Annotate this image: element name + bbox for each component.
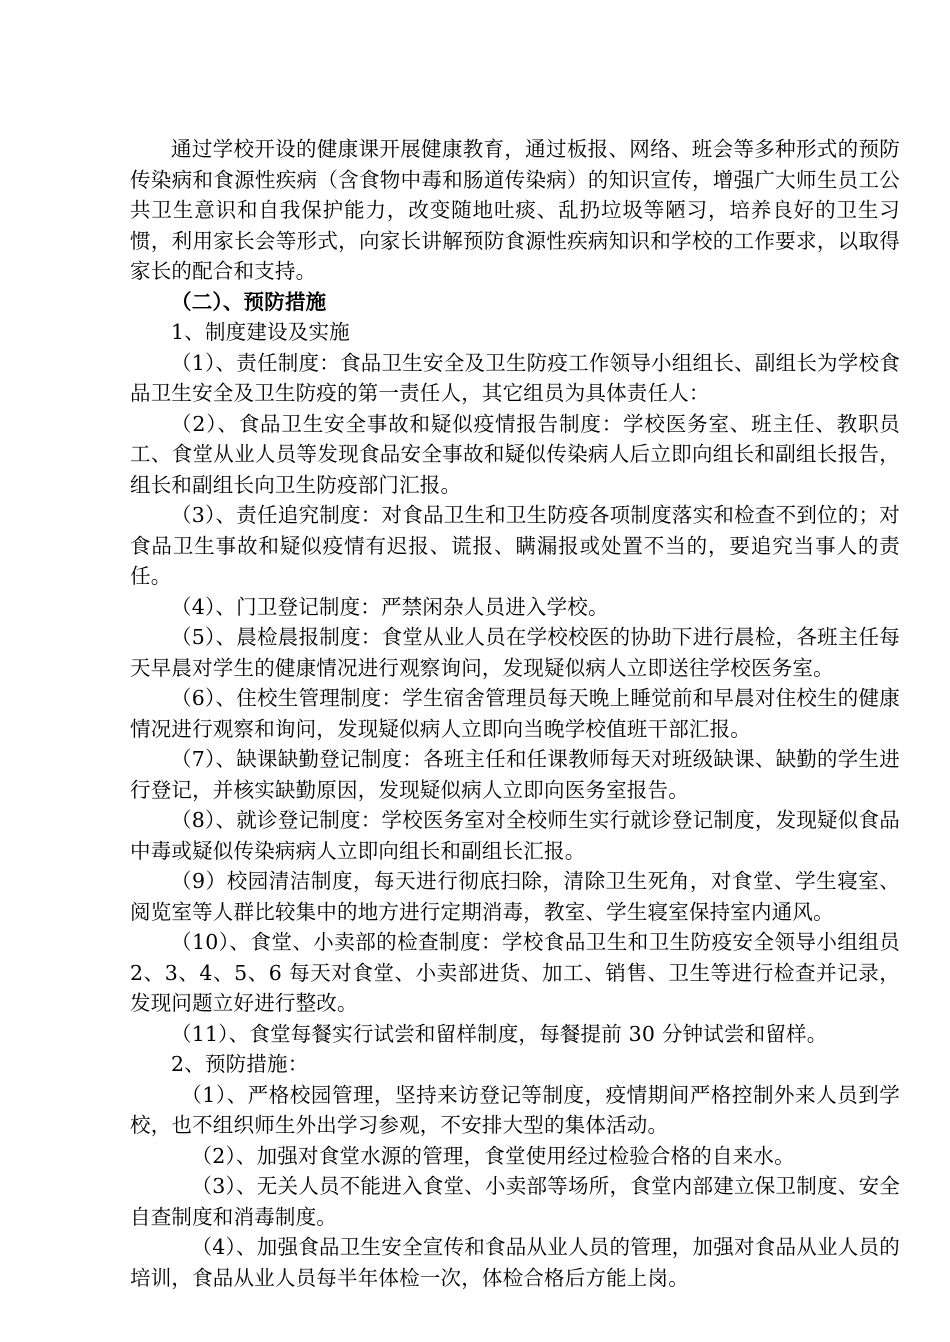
paragraph-incident-report-system: （2）、食品卫生安全事故和疑似疫情报告制度：学校医务室、班主任、教职员工、食堂从业人员等发现食品安全事故和疑似传染病人后立即向组长和副组长报告，组长和副组长向卫生防疫部门汇报。 — [130, 411, 900, 497]
paragraph-staff-training: （4）、加强食品卫生安全宣传和食品从业人员的管理，加强对食品从业人员的培训，食品从业人员每半年体检一次，体检合格后方能上岗。 — [130, 1235, 900, 1290]
paragraph-gate-registration-system: （4）、门卫登记制度：严禁闲杂人员进入学校。 — [171, 594, 609, 619]
paragraph-access-control: （3）、无关人员不能进入食堂、小卖部等场所，食堂内部建立保卫制度、安全自查制度和消毒制度。 — [130, 1174, 900, 1229]
paragraph-campus-cleaning-system: （9）校园清洁制度，每天进行彻底扫除，清除卫生死角，对食堂、学生寝室、阅览室等人群比较集中的地方进行定期消毒，教室、学生寝室保持室内通风。 — [130, 869, 900, 924]
paragraph-morning-check-system: （5）、晨检晨报制度：食堂从业人员在学校校医的协助下进行晨检，各班主任每天早晨对学生的健康情况进行观察询问，发现疑似病人立即送往学校医务室。 — [130, 625, 900, 680]
subheading-prevention-measures: 2、预防措施： — [171, 1052, 309, 1076]
document-body — [130, 134, 900, 1293]
section-heading-prevention-measures: （二）、预防措施 — [171, 289, 327, 314]
paragraph-campus-management: （1）、严格校园管理，坚持来访登记等制度，疫情期间严格控制外来人员到学校，也不组织师生外出学习参观，不安排大型的集体活动。 — [130, 1082, 900, 1137]
paragraph-health-education: 通过学校开设的健康课开展健康教育，通过板报、网络、班会等多种形式的预防传染病和食源性疾病（含食物中毒和肠道传染病）的知识宣传，增强广大师生员工公共卫生意识和自我保护能力，改变随地吐痰、乱扔垃圾等陋习，培养良好的卫生习惯，利用家长会等形式，向家长讲解预防食源性疾病知识和学校的工作要求，以取得家长的配合和支持。 — [130, 137, 900, 283]
paragraph-clinic-registration-system: （8）、就诊登记制度：学校医务室对全校师生实行就诊登记制度，发现疑似食品中毒或疑似传染病病人立即向组长和副组长汇报。 — [130, 808, 900, 863]
subheading-system-construction: 1、制度建设及实施 — [171, 320, 350, 344]
paragraph-meal-tasting-system: （11）、食堂每餐实行试尝和留样制度，每餐提前 30 分钟试尝和留样。 — [171, 1021, 828, 1046]
paragraph-accountability-system: （3）、责任追究制度：对食品卫生和卫生防疫各项制度落实和检查不到位的；对食品卫生事故和疑似疫情有迟报、谎报、瞒漏报或处置不当的，要追究当事人的责任。 — [130, 503, 900, 588]
paragraph-boarding-student-system: （6）、住校生管理制度：学生宿舍管理员每天晚上睡觉前和早晨对住校生的健康情况进行观察和询问，发现疑似病人立即向当晚学校值班干部汇报。 — [130, 686, 900, 741]
paragraph-responsibility-system: （1）、责任制度：食品卫生安全及卫生防疫工作领导小组组长、副组长为学校食品卫生安全及卫生防疫的第一责任人，其它组员为具体责任人： — [130, 350, 900, 405]
paragraph-canteen-inspection-system: （10）、食堂、小卖部的检查制度：学校食品卫生和卫生防疫安全领导小组组员 2、3、4、5、6 每天对食堂、小卖部进货、加工、销售、卫生等进行检查并记录，发现问题立好进行整改。 — [130, 930, 900, 1015]
paragraph-absence-registration-system: （7）、缺课缺勤登记制度：各班主任和任课教师每天对班级缺课、缺勤的学生进行登记，并核实缺勤原因，发现疑似病人立即向医务室报告。 — [130, 747, 900, 802]
paragraph-water-source-management: （2）、加强对食堂水源的管理，食堂使用经过检验合格的自来水。 — [191, 1143, 795, 1168]
